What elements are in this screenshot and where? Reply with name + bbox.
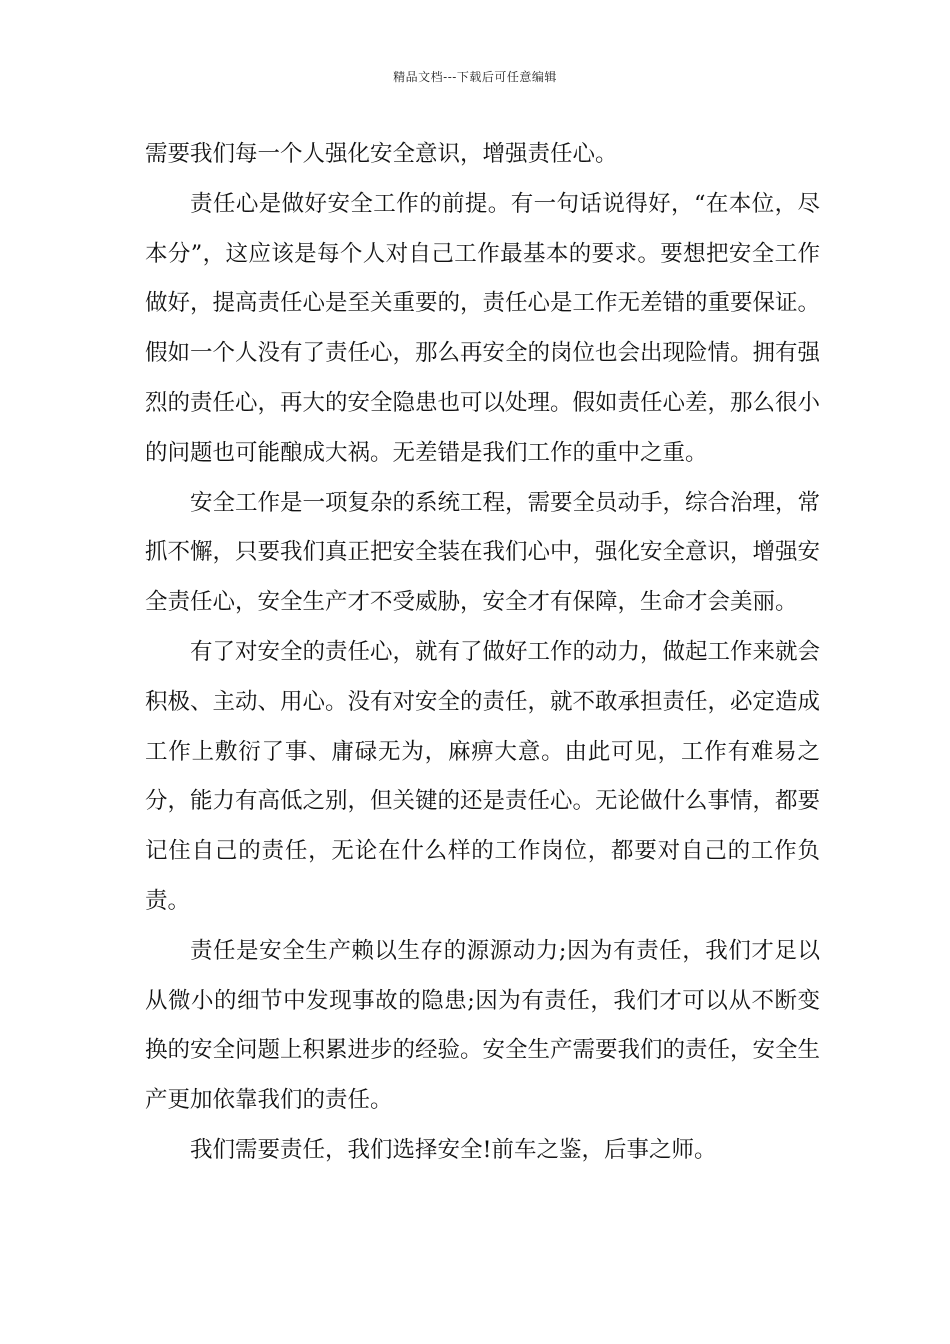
paragraph-5: 责任是安全生产赖以生存的源源动力;因为有责任，我们才足以从微小的细节中发现事故的隐患;因为有责任，我们才可以从不断变换的安全问题上积累进步的经验。安全生产需要我们的责任，安全生产更加依靠我们的责任。 bbox=[145, 937, 821, 1114]
paragraph-2: 责任心是做好安全工作的前提。有一句话说得好，“在本位，尽本分”，这应该是每个人对自己工作最基本的要求。要想把安全工作做好，提高责任心是至关重要的，责任心是工作无差错的重要保证。假如一个人没有了责任心，那么再安全的岗位也会出现险情。拥有强烈的责任心，再大的安全隐患也可以处理。假如责任心差，那么很小的问题也可能酿成大祸。无差错是我们工作的重中之重。 bbox=[145, 190, 821, 466]
paragraph-3: 安全工作是一项复杂的系统工程，需要全员动手，综合治理，常抓不懈，只要我们真正把安全装在我们心中，强化安全意识，增强安全责任心，安全生产才不受威胁，安全才有保障，生命才会美丽。 bbox=[145, 489, 821, 616]
document-body bbox=[145, 130, 820, 1176]
paragraph-1: 需要我们每一个人强化安全意识，增强责任心。 bbox=[145, 141, 618, 167]
paragraph-6: 我们需要责任，我们选择安全!前车之鉴，后事之师。 bbox=[190, 1136, 717, 1163]
page-header: 精品文档---下载后可任意编辑 bbox=[393, 70, 557, 84]
paragraph-4: 有了对安全的责任心，就有了做好工作的动力，做起工作来就会积极、主动、用心。没有对安全的责任，就不敢承担责任，必定造成工作上敷衍了事、庸碌无为，麻痹大意。由此可见，工作有难易之分，能力有高低之别，但关键的还是责任心。无论做什么事情，都要记住自己的责任，无论在什么样的工作岗位，都要对自己的工作负责。 bbox=[145, 638, 821, 914]
